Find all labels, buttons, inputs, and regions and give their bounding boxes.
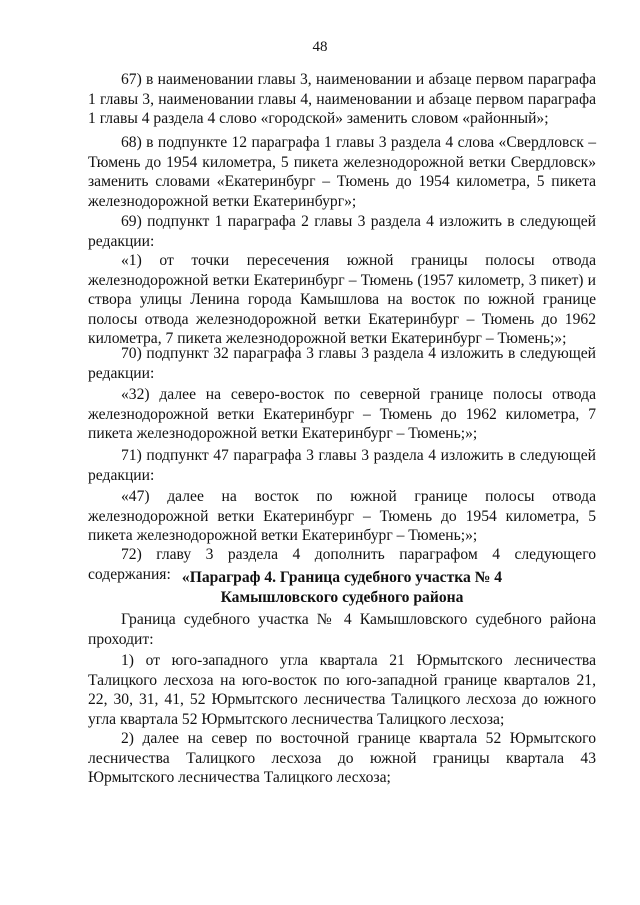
paragraph-71: 71) подпункт 47 параграфа 3 главы 3 раздела 4 изложить в следующей редакции: — [88, 447, 596, 484]
page-number: 48 — [312, 39, 328, 55]
quote-subitem-32: «32) далее на северо-восток по северной границе полосы отвода железнодорожной ветки Екатеринбург – Тюмень до 1962 километра, 7 пикета железнодорожной ветки Екатеринбург – Тюмень;»; — [88, 386, 596, 443]
quote-subitem-1: «1) от точки пересечения южной границы полосы отвода железнодорожной ветки Екатеринбург – Тюмень (1957 километр, 3 пикет) и створа улицы Ленина города Камышлова на восток по южной границе полосы отвода железнодорожной ветки Екатеринбург – Тюмень до 1962 километра, 7 пикета железнодорожной ветки Екатеринбург – Тюмень;»; — [88, 252, 596, 348]
boundary-intro: Граница судебного участка № 4 Камышловского судебного района проходит: — [88, 611, 596, 648]
boundary-item-2: 2) далее на север по восточной границе квартала 52 Юрмытского лесничества Талицкого лесхоза до южной границы квартала 43 Юрмытского лесничества Талицкого лесхоза; — [88, 730, 596, 787]
heading-line-1: «Параграф 4. Граница судебного участка № 4 — [181, 569, 503, 586]
heading-line-2: Камышловского судебного района — [220, 588, 464, 606]
paragraph-70: 70) подпункт 32 параграфа 3 главы 3 раздела 4 изложить в следующей редакции: — [88, 345, 596, 382]
paragraph-69: 69) подпункт 1 параграфа 2 главы 3 раздела 4 изложить в следующей редакции: — [88, 213, 596, 250]
quote-subitem-47: «47) далее на восток по южной границе полосы отвода железнодорожной ветки Екатеринбург – Тюмень до 1954 километра, 5 пикета железнодорожной ветки Екатеринбург – Тюмень;»; — [88, 488, 596, 545]
boundary-item-1: 1) от юго-западного угла квартала 21 Юрмытского лесничества Талицкого лесхоза на юго-восток по юго-западной границе кварталов 21, 22, 30, 31, 41, 52 Юрмытского лесничества Талицкого лесхоза до южного угла квартала 52 Юрмытского лесничества Талицкого лесхоза; — [88, 652, 596, 728]
paragraph-72: 72) главу 3 раздела 4 дополнить параграфом 4 следующего содержания: — [88, 546, 596, 583]
paragraph-67: 67) в наименовании главы 3, наименовании и абзаце первом параграфа 1 главы 3, наименовании главы 4, наименовании и абзаце первом параграфа 1 главы 4 раздела 4 слово «городской» заменить словом «районный»; — [88, 71, 596, 128]
paragraph-68: 68) в подпункте 12 параграфа 1 главы 3 раздела 4 слова «Свердловск – Тюмень до 1954 километра, 5 пикета железнодорожной ветки Свердловск» заменить словами «Екатеринбург – Тюмень до 1954 километра, 5 пикета железнодорожной ветки Екатеринбург»; — [88, 134, 596, 210]
section-heading — [88, 568, 596, 607]
